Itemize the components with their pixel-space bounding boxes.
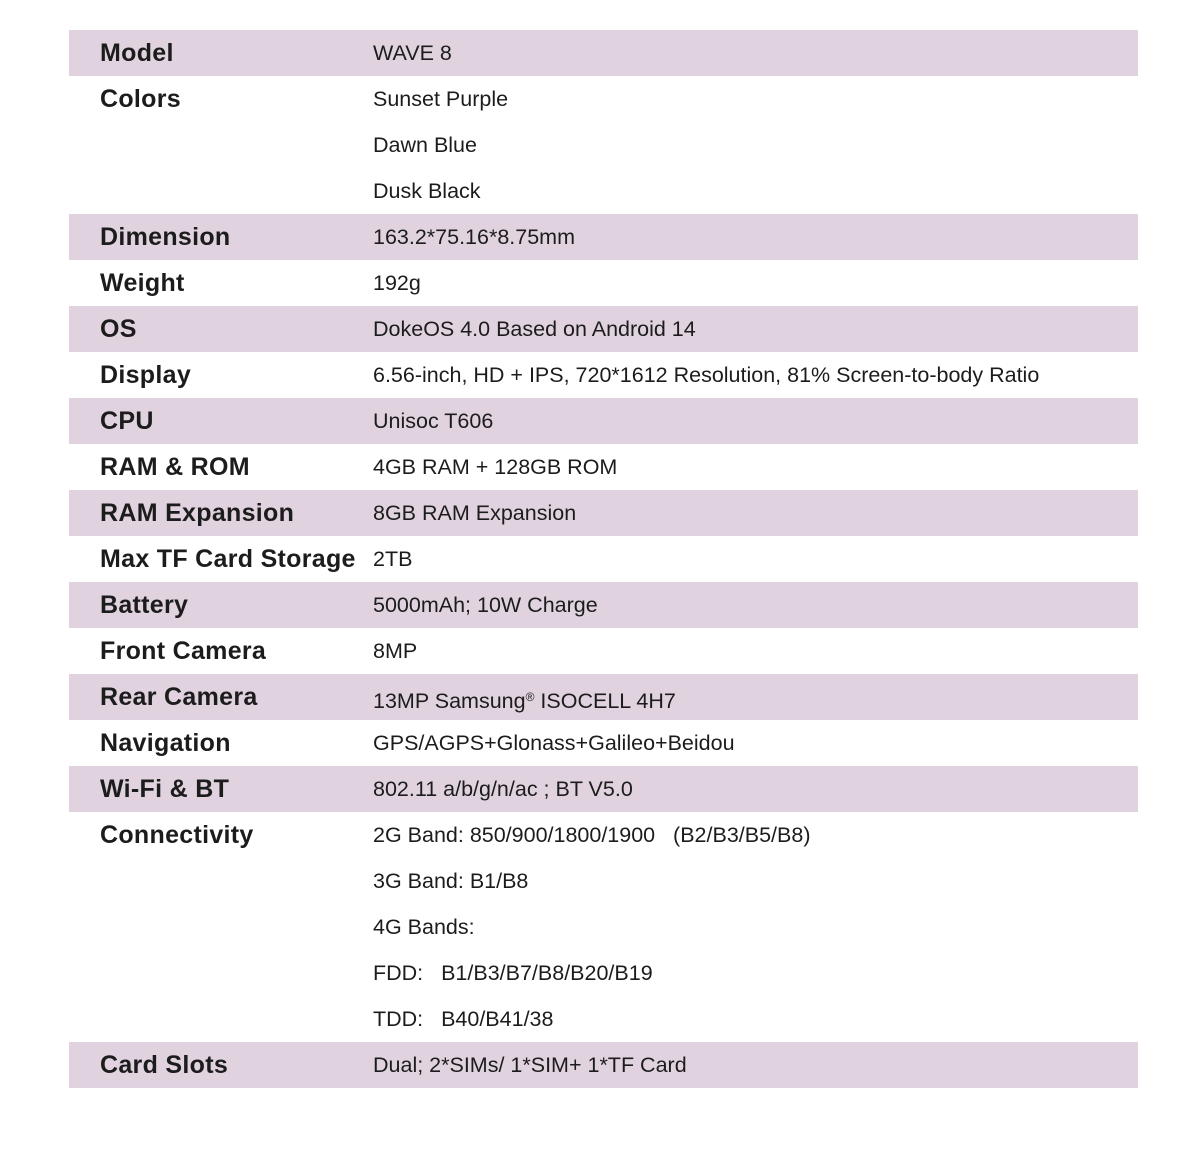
spec-label: Navigation xyxy=(100,729,231,757)
spec-value: 192g xyxy=(373,271,421,295)
spec-value: Dawn Blue xyxy=(373,133,477,157)
spec-values xyxy=(373,30,1138,76)
spec-value: 4GB RAM + 128GB ROM xyxy=(373,455,618,479)
spec-value: 5000mAh; 10W Charge xyxy=(373,593,598,617)
spec-value: 3G Band: B1/B8 xyxy=(373,869,529,893)
spec-values xyxy=(373,674,1138,720)
spec-label: Model xyxy=(100,39,174,67)
spec-value: 13MP Samsung® ISOCELL 4H7 xyxy=(373,689,676,713)
spec-value: WAVE 8 xyxy=(373,41,452,65)
spec-values xyxy=(373,536,1138,582)
spec-label: Wi-Fi & BT xyxy=(100,775,230,803)
spec-label: Battery xyxy=(100,591,189,619)
spec-value: GPS/AGPS+Glonass+Galileo+Beidou xyxy=(373,731,735,755)
spec-row xyxy=(69,490,1138,536)
spec-label: Colors xyxy=(100,85,181,113)
spec-row xyxy=(69,766,1138,812)
spec-value: 8GB RAM Expansion xyxy=(373,501,577,525)
spec-row xyxy=(69,582,1138,628)
spec-values xyxy=(373,352,1138,398)
spec-values xyxy=(373,306,1138,352)
spec-row xyxy=(69,214,1138,260)
spec-row xyxy=(69,76,1138,214)
spec-label: Dimension xyxy=(100,223,231,251)
spec-values xyxy=(373,260,1138,306)
spec-value: 2TB xyxy=(373,547,413,571)
spec-label: Max TF Card Storage xyxy=(100,545,356,573)
spec-row xyxy=(69,812,1138,1042)
spec-row xyxy=(69,1042,1138,1088)
spec-value: 8MP xyxy=(373,639,418,663)
spec-values xyxy=(373,1042,1138,1088)
spec-value: Dusk Black xyxy=(373,179,481,203)
spec-label: RAM & ROM xyxy=(100,453,250,481)
spec-value: 6.56-inch, HD + IPS, 720*1612 Resolution, 81% Screen-to-body Ratio xyxy=(373,363,1040,387)
spec-label: Weight xyxy=(100,269,185,297)
spec-row xyxy=(69,306,1138,352)
spec-label: Front Camera xyxy=(100,637,267,665)
spec-label: Connectivity xyxy=(100,821,254,849)
spec-value: 4G Bands: xyxy=(373,915,475,939)
spec-value: Unisoc T606 xyxy=(373,409,494,433)
spec-row xyxy=(69,398,1138,444)
spec-value: TDD: B40/B41/38 xyxy=(373,1007,554,1031)
spec-value: 163.2*75.16*8.75mm xyxy=(373,225,576,249)
spec-row xyxy=(69,352,1138,398)
spec-label: RAM Expansion xyxy=(100,499,295,527)
spec-values xyxy=(373,812,1138,1042)
spec-value: Sunset Purple xyxy=(373,87,509,111)
spec-value: FDD: B1/B3/B7/B8/B20/B19 xyxy=(373,961,653,985)
spec-table xyxy=(69,30,1138,1088)
spec-row xyxy=(69,30,1138,76)
spec-values xyxy=(373,444,1138,490)
spec-values xyxy=(373,398,1138,444)
spec-row xyxy=(69,536,1138,582)
spec-label: Display xyxy=(100,361,192,389)
spec-value: DokeOS 4.0 Based on Android 14 xyxy=(373,317,696,341)
spec-values xyxy=(373,628,1138,674)
spec-row xyxy=(69,720,1138,766)
spec-values xyxy=(373,76,1138,214)
spec-row xyxy=(69,444,1138,490)
spec-values xyxy=(373,766,1138,812)
spec-row xyxy=(69,628,1138,674)
spec-value: 2G Band: 850/900/1800/1900 (B2/B3/B5/B8) xyxy=(373,823,811,847)
spec-label: Card Slots xyxy=(100,1051,229,1079)
spec-row xyxy=(69,674,1138,720)
spec-row xyxy=(69,260,1138,306)
spec-values xyxy=(373,490,1138,536)
spec-label: CPU xyxy=(100,407,154,435)
spec-values xyxy=(373,582,1138,628)
spec-label: OS xyxy=(100,315,137,343)
spec-label: Rear Camera xyxy=(100,683,258,711)
spec-values xyxy=(373,214,1138,260)
spec-value: Dual; 2*SIMs/ 1*SIM+ 1*TF Card xyxy=(373,1053,687,1077)
spec-value: 802.11 a/b/g/n/ac ; BT V5.0 xyxy=(373,777,633,801)
spec-values xyxy=(373,720,1138,766)
